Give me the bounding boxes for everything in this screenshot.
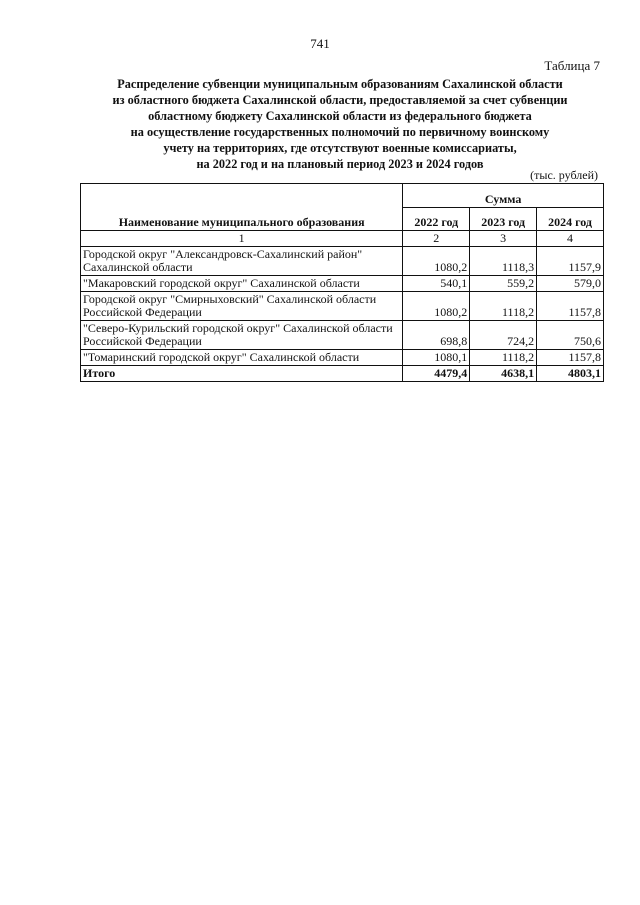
table-label: Таблица 7 bbox=[544, 58, 600, 73]
page-number: 741 bbox=[310, 36, 330, 51]
amount-2023: 1118,2 bbox=[470, 292, 537, 321]
municipality-name: Городской округ "Александровск-Сахалинский район" Сахалинской области bbox=[81, 247, 403, 276]
amount-2024: 1157,8 bbox=[537, 350, 604, 366]
total-2023: 4638,1 bbox=[470, 366, 537, 382]
amount-2023: 1118,3 bbox=[470, 247, 537, 276]
title-line: из областного бюджета Сахалинской области, предоставляемой за счет субвенции bbox=[112, 93, 568, 107]
title-line: областному бюджету Сахалинской области из федерального бюджета bbox=[148, 109, 532, 123]
title-line: на 2022 год и на плановый период 2023 и 2024 годов bbox=[196, 157, 484, 171]
header-year-2022: 2022 год bbox=[403, 207, 470, 231]
amount-2024: 1157,8 bbox=[537, 292, 604, 321]
title-line: учету на территориях, где отсутствуют военные комиссариаты, bbox=[163, 141, 517, 155]
total-row bbox=[81, 366, 604, 382]
municipality-name: "Макаровский городской округ" Сахалинской области bbox=[81, 276, 403, 292]
amount-2024: 579,0 bbox=[537, 276, 604, 292]
header-name: Наименование муниципального образования bbox=[81, 184, 403, 231]
header-sum: Сумма bbox=[403, 184, 604, 208]
amount-2023: 559,2 bbox=[470, 276, 537, 292]
amount-2024: 1157,9 bbox=[537, 247, 604, 276]
total-2022: 4479,4 bbox=[403, 366, 470, 382]
column-number-row bbox=[81, 231, 604, 247]
municipality-name: Городской округ "Смирныховский" Сахалинской области Российской Федерации bbox=[81, 292, 403, 321]
table-row bbox=[81, 247, 604, 276]
units-label: (тыс. рублей) bbox=[530, 168, 598, 182]
amount-2023: 1118,2 bbox=[470, 350, 537, 366]
municipality-name: "Северо-Курильский городской округ" Сахалинской области Российской Федерации bbox=[81, 321, 403, 350]
total-2024: 4803,1 bbox=[537, 366, 604, 382]
table-header-row bbox=[81, 184, 604, 208]
title-line: Распределение субвенции муниципальным образованиям Сахалинской области bbox=[117, 77, 563, 91]
table-row bbox=[81, 321, 604, 350]
amount-2022: 1080,2 bbox=[403, 247, 470, 276]
municipality-name: "Томаринский городской округ" Сахалинской области bbox=[81, 350, 403, 366]
column-number: 4 bbox=[537, 231, 604, 247]
subvention-table bbox=[80, 183, 604, 382]
table-row bbox=[81, 276, 604, 292]
amount-2023: 724,2 bbox=[470, 321, 537, 350]
table-row bbox=[81, 292, 604, 321]
table-row bbox=[81, 350, 604, 366]
total-label: Итого bbox=[81, 366, 403, 382]
amount-2022: 698,8 bbox=[403, 321, 470, 350]
column-number: 1 bbox=[81, 231, 403, 247]
header-year-2023: 2023 год bbox=[470, 207, 537, 231]
column-number: 2 bbox=[403, 231, 470, 247]
amount-2022: 1080,1 bbox=[403, 350, 470, 366]
title-line: на осуществление государственных полномочий по первичному воинскому bbox=[130, 125, 550, 139]
amount-2024: 750,6 bbox=[537, 321, 604, 350]
amount-2022: 1080,2 bbox=[403, 292, 470, 321]
column-number: 3 bbox=[470, 231, 537, 247]
document-title bbox=[90, 76, 590, 172]
amount-2022: 540,1 bbox=[403, 276, 470, 292]
header-year-2024: 2024 год bbox=[537, 207, 604, 231]
